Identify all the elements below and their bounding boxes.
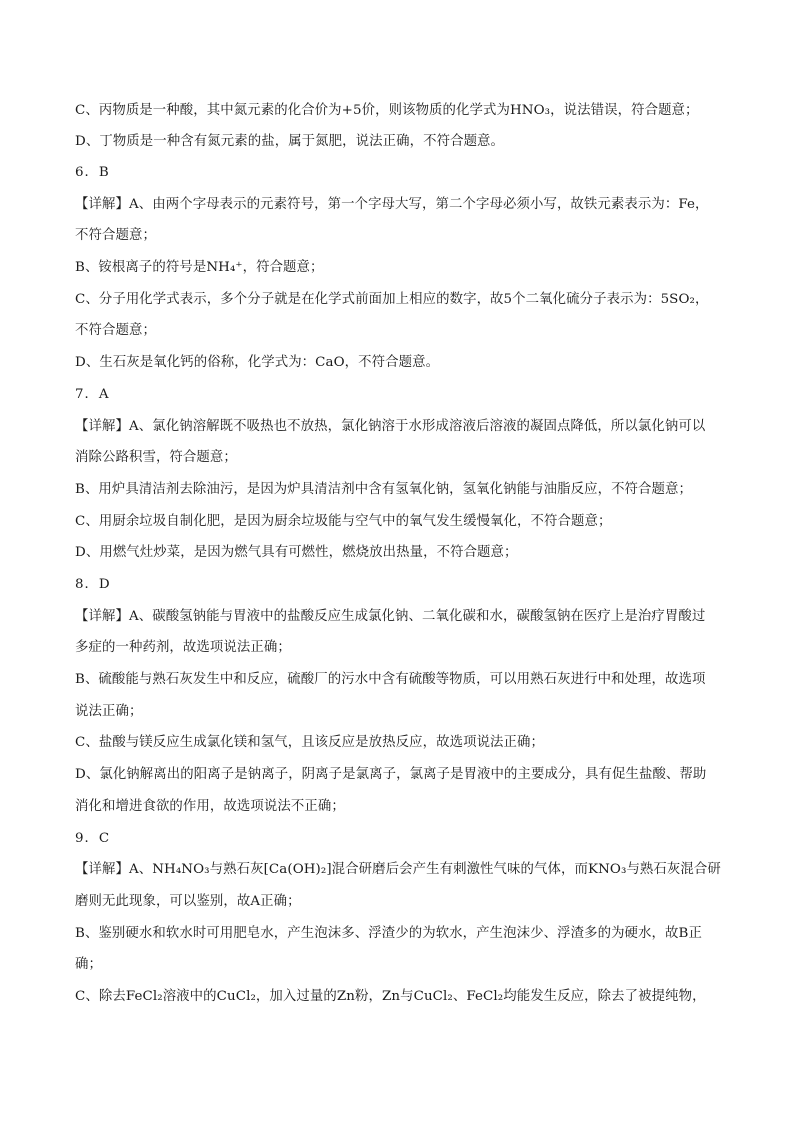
text-line: D、生石灰是氧化钙的俗称，化学式为：CaO，不符合题意。 [75,355,440,370]
detail-line: 【详解】A、由两个字母表示的元素符号，第一个字母大写，第二个字母必须小写，故铁元素表示为：Fe， [75,197,709,212]
text-line: C、用厨余垃圾自制化肥，是因为厨余垃圾能与空气中的氧气发生缓慢氧化，不符合题意； [75,514,612,529]
text-line: 不符合题意； [75,228,156,243]
text-line: D、丁物质是一种含有氮元素的盐，属于氮肥，说法正确，不符合题意。 [75,134,505,149]
text-line: 不符合题意； [75,323,156,338]
text-line: C、丙物质是一种酸，其中氮元素的化合价为+5价，则该物质的化学式为HNO₃，说法错误，符合题意； [75,103,699,118]
text-line: B、用炉具清洁剂去除油污，是因为炉具清洁剂中含有氢氧化钠，氢氧化钠能与油脂反应，不符合题意； [75,482,693,497]
detail-line: 【详解】A、碳酸氢钠能与胃液中的盐酸反应生成氯化钠、二氧化碳和水，碳酸氢钠在医疗上是治疗胃酸过 [75,609,706,624]
text-line: 多症的一种药剂，故选项说法正确； [75,640,291,655]
text-line: B、铵根离子的符号是NH₄⁺，符合题意； [75,260,324,275]
text-line: B、鉴别硬水和软水时可用肥皂水，产生泡沫多、浮渣少的为软水，产生泡沫少、浮渣多的为硬水，故B正 [75,926,702,941]
text-line: 确； [75,957,102,972]
answer-heading: 7．A [75,387,110,402]
detail-line: 【详解】A、NH₄NO₃与熟石灰[Ca(OH)₂]混合研磨后会产生有刺激性气味的气体，而KNO₃与熟石灰混合研 [75,862,721,877]
text-line: D、氯化钠解离出的阳离子是钠离子，阴离子是氯离子，氯离子是胃液中的主要成分，具有促生盐酸、帮助 [75,767,707,782]
text-line: D、用燃气灶炒菜，是因为燃气具有可燃性，燃烧放出热量，不符合题意； [75,545,518,560]
text-line: C、除去FeCl₂溶液中的CuCl₂，加入过量的Zn粉，Zn与CuCl₂、FeCl₂均能发生反应，除去了被提纯物， [75,989,706,1004]
text-line: C、盐酸与镁反应生成氯化镁和氢气，且该反应是放热反应，故选项说法正确； [75,735,545,750]
text-line: 消除公路积雪，符合题意； [75,450,237,465]
text-line: 消化和增进食欲的作用，故选项说法不正确； [75,799,345,814]
answer-heading: 6．B [75,165,110,180]
text-line: 磨则无此现象，可以鉴别，故A正确； [75,894,301,909]
text-line: C、分子用化学式表示，多个分子就是在化学式前面加上相应的数字，故5个二氧化硫分子表示为：5SO₂， [75,292,709,307]
answer-heading: 9．C [75,831,111,846]
text-line: 说法正确； [75,704,143,719]
text-line: B、硫酸能与熟石灰发生中和反应，硫酸厂的污水中含有硫酸等物质，可以用熟石灰进行中和处理，故选项 [75,672,706,687]
answer-heading: 8．D [75,577,111,592]
detail-line: 【详解】A、氯化钠溶解既不吸热也不放热，氯化钠溶于水形成溶液后溶液的凝固点降低，所以氯化钠可以 [75,419,706,434]
